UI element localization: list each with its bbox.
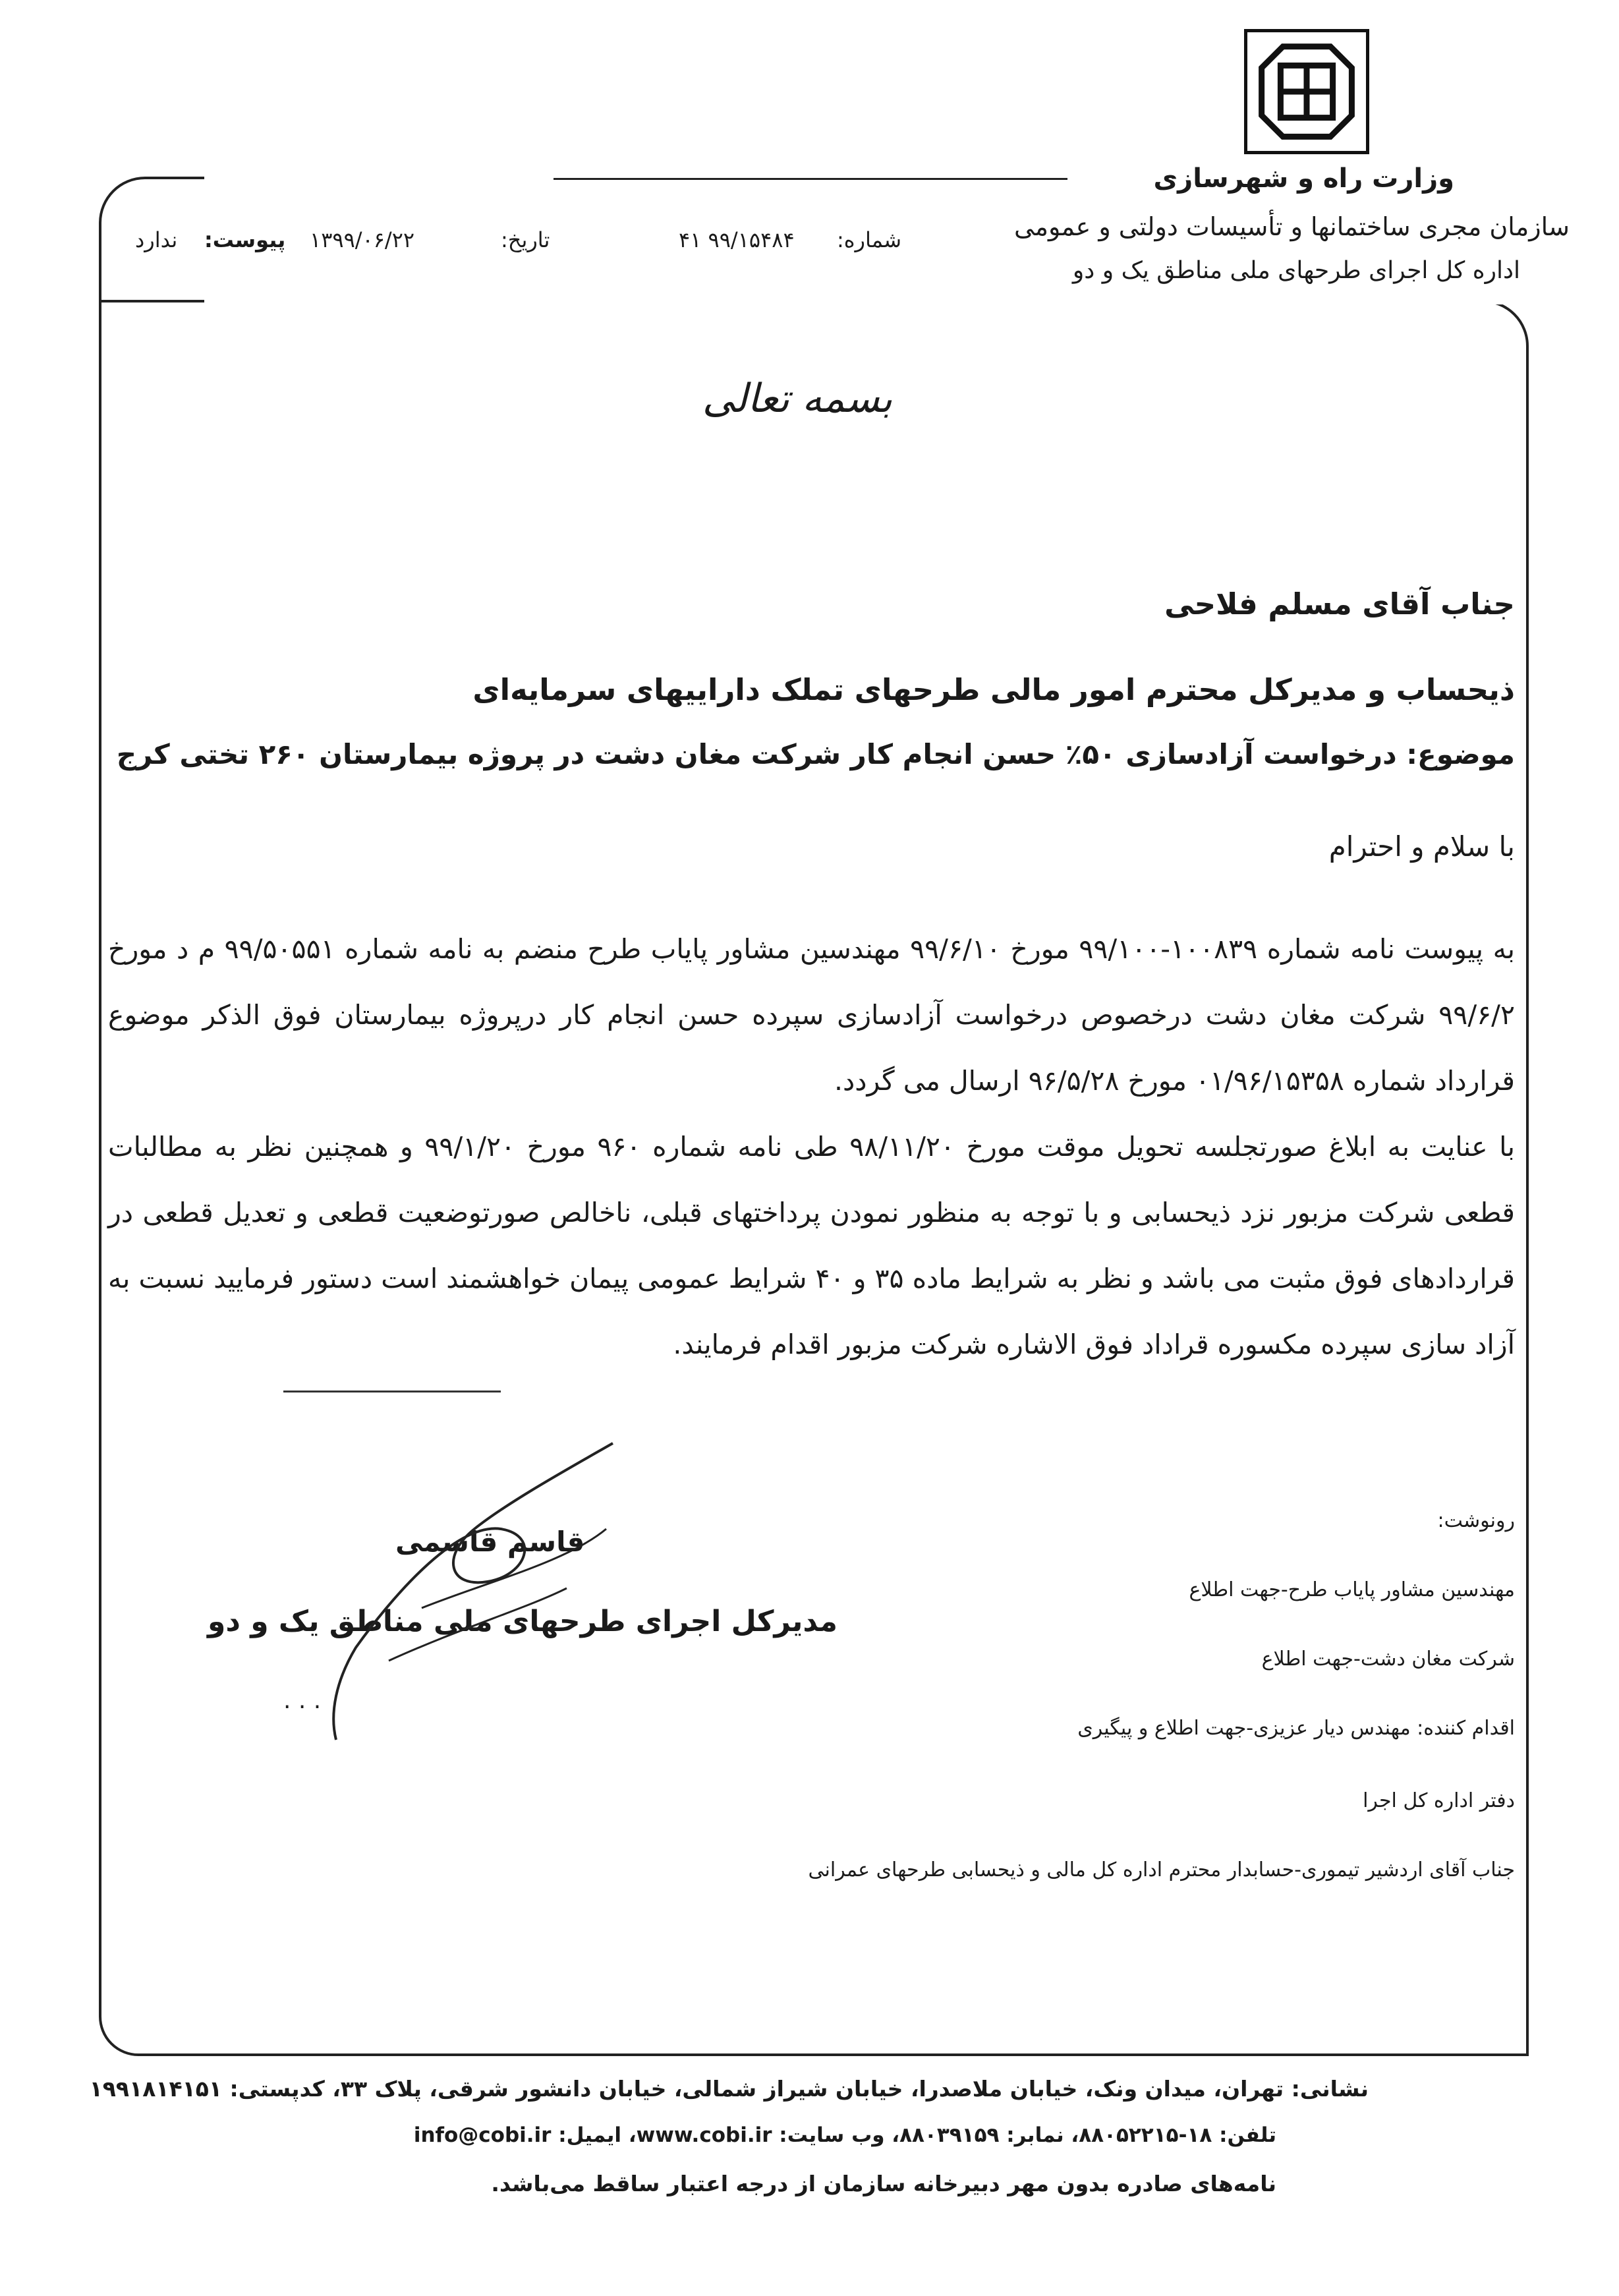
cc-item-1: مهندسین مشاور پایاب طرح-جهت اطلاع (1189, 1578, 1515, 1601)
frame-gap (204, 297, 1529, 304)
ministry-name: وزارت راه و شهرسازی (1153, 163, 1454, 194)
recipient-name: جناب آقای مسلم فلاحی (1164, 587, 1515, 621)
cc-item-5: جناب آقای اردشیر تیموری-حسابدار محترم اداره کل مالی و ذیحسابی طرحهای عمرانی (808, 1858, 1515, 1881)
cc-item-2: شرکت مغان دشت-جهت اطلاع (1261, 1648, 1515, 1671)
number-value: ۴۱ ۹۹/۱۵۴۸۴ (679, 227, 795, 252)
cc-item-4: دفتر اداره کل اجرا (1363, 1789, 1515, 1812)
frame-corner (99, 177, 204, 308)
organization-name: سازمان مجری ساختمانها و تأسیسات دولتی و عمومی (1013, 212, 1570, 241)
letter-subject: موضوع: درخواست آزادسازی ۵۰٪ حسن انجام کار شرکت مغان دشت در پروژه بیمارستان ۲۶۰ تختی کرج (116, 738, 1515, 770)
letter-meta-row (132, 227, 936, 267)
body-paragraph-2: با عنایت به ابلاغ صورتجلسه تحویل موقت مورخ ۹۸/۱۱/۲۰ طی نامه شماره ۹۶۰ مورخ ۹۹/۱/۲۰ و همچنین نظر به مطالبات قطعی شرکت مزبور نزد ذیحسابی و با توجه به منظور نمودن پرداختهای قبلی، ناخالص صورتوضعیت قطعی و تعدیل قطعی در قراردادهای فوق مثبت می باشد و نظر به شرایط ماده ۳۵ و ۴۰ شرایط عمومی پیمان خواهشمند است دستور فرمایید نسبت به آزاد سازی سپرده مکسوره قراداد فوق الاشاره شرکت مزبور اقدام فرمایند. (108, 1131, 1515, 1360)
attachment-label: پیوست: (204, 227, 286, 252)
bismillah-heading: بسمه تعالی (702, 376, 893, 422)
handwritten-signature (290, 1430, 698, 1746)
footer-address: نشانی: تهران، میدان ونک، خیابان ملاصدرا، خیابان شیراز شمالی، خیابان دانشور شرقی، پلاک ۳۳، کدپستی: ۱۹۹۱۸۱۴۱۵۱ (89, 2076, 1369, 2102)
signer-title: مدیرکل اجرای طرحهای ملی مناطق یک و دو (208, 1605, 838, 1638)
body-paragraph-1: به پیوست نامه شماره ۱۰۰۸۳۹-۹۹/۱۰۰ مورخ ۹۹/۶/۱۰ مهندسین مشاور پایاب طرح منضم به نامه شماره ۹۹/۵۰۵۵۱ م د مورخ ۹۹/۶/۲ شرکت مغان دشت درخصوص درخواست آزادسازی سپرده حسن انجام کار درپروژه بیمارستان فوق الذکر موضوع قرارداد شماره ۰۱/۹۶/۱۵۳۵۸ مورخ ۹۶/۵/۲۸ ارسال می گردد. (108, 933, 1515, 1097)
signature-dots: . . . (283, 1687, 322, 1714)
recipient-title: ذیحساب و مدیرکل محترم امور مالی طرحهای تملک داراییهای سرمایه‌ای (472, 672, 1515, 707)
ministry-logo (1244, 29, 1369, 154)
header-rule (554, 178, 1067, 180)
cc-item-3: اقدام کننده: مهندس دیار عزیزی-جهت اطلاع و پیگیری (1077, 1717, 1515, 1740)
number-label: شماره: (837, 227, 902, 252)
end-rule (283, 1391, 501, 1392)
attachment-value: ندارد (135, 227, 178, 252)
date-label: تاریخ: (501, 227, 550, 252)
department-name: اداره کل اجرای طرحهای ملی مناطق یک و دو (1072, 257, 1520, 284)
logo-emblem-icon (1247, 32, 1366, 151)
footer-notice: نامه‌های صادره بدون مهر دبیرخانه سازمان از درجه اعتبار ساقط می‌باشد. (491, 2171, 1276, 2196)
footer-contact: تلفن: ۱۸-۸۸۰۵۲۲۱۵، نمابر: ۸۸۰۳۹۱۵۹، وب سایت: www.cobi.ir، ایمیل: info@cobi.ir (413, 2123, 1276, 2147)
signer-name: قاسم قاسمی (395, 1526, 585, 1558)
date-value: ۱۳۹۹/۰۶/۲۲ (310, 227, 415, 252)
cc-label: رونوشت: (1437, 1509, 1515, 1532)
greeting: با سلام و احترام (1328, 830, 1515, 863)
